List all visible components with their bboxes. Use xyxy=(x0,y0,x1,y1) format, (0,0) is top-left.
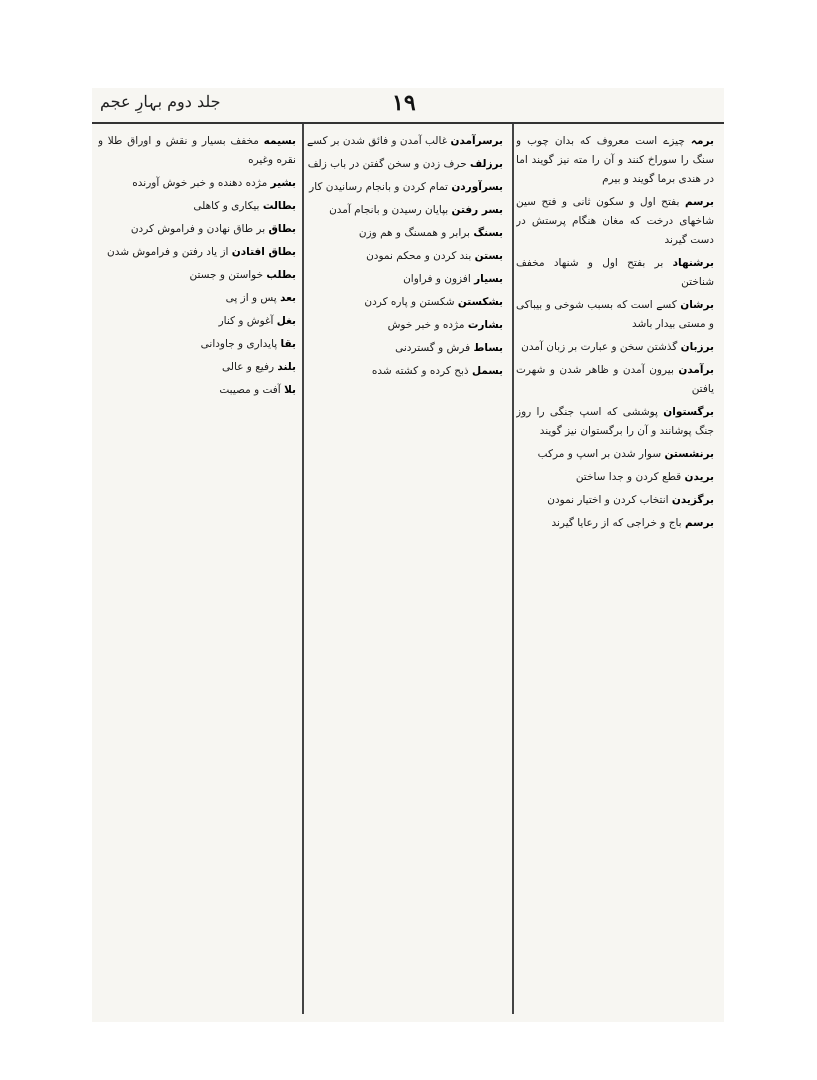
entry-definition: باج و خراجی که از رعایا گیرند xyxy=(551,517,682,529)
dictionary-entry xyxy=(516,403,714,441)
dictionary-entry xyxy=(98,312,296,331)
dictionary-entry xyxy=(98,358,296,377)
entry-definition: آغوش و کنار xyxy=(218,315,274,327)
dictionary-entry xyxy=(98,174,296,193)
entry-definition: ذبح کرده و کشته شده xyxy=(371,365,469,377)
entry-definition: بفتح اول و سکون ثانی و فتح سین شاخهای درخت که مغان هنگام پرستش در دست گیرند xyxy=(516,196,714,246)
entry-headword: برگستوان xyxy=(663,406,714,418)
entry-headword: بستن xyxy=(474,250,503,262)
dictionary-entry xyxy=(98,197,296,216)
entry-definition: رفیع و عالی xyxy=(222,361,275,373)
entry-headword: بسر رفتن xyxy=(451,204,503,216)
dictionary-entry xyxy=(98,220,296,239)
entry-definition: گذشتن سخن و عبارت بر زبان آمدن xyxy=(521,341,678,353)
dictionary-entry xyxy=(305,132,503,151)
entry-definition: از یاد رفتن و فراموش شدن xyxy=(107,246,229,258)
dictionary-entry xyxy=(516,445,714,464)
column-divider-left xyxy=(302,124,304,1014)
entry-definition: بند کردن و محکم نمودن xyxy=(366,250,472,262)
entry-definition: بر بفتح اول و شنهاد مخفف شناختن xyxy=(516,257,714,288)
entry-headword: برمہ xyxy=(690,135,714,147)
entry-headword: بغل xyxy=(276,315,296,327)
entry-definition: سوار شدن بر اسپ و مرکب xyxy=(537,448,662,460)
entry-definition: بیرون آمدن و ظاهر شدن و شهرت یافتن xyxy=(516,364,714,395)
entry-headword: برسم xyxy=(684,517,714,529)
entry-definition: قطع کردن و جدا ساختن xyxy=(575,471,682,483)
column-right xyxy=(516,132,714,1012)
dictionary-entry xyxy=(98,132,296,170)
entry-headword: بریدن xyxy=(684,471,714,483)
dictionary-entry xyxy=(305,316,503,335)
entry-headword: برزبان xyxy=(680,341,714,353)
column-divider-right xyxy=(512,124,514,1014)
entry-headword: بلا xyxy=(284,384,296,396)
entry-definition: چیزے است معروف که بدان چوب و سنگ را سوراخ کنند و آن را مته نیز گویند اما در هندی برما گویند و بیرم xyxy=(516,135,714,185)
dictionary-entry xyxy=(98,289,296,308)
entry-definition: مخفف بسیار و نقش و اوراق طلا و نقره وغیره xyxy=(98,135,296,166)
dictionary-entry xyxy=(516,193,714,250)
dictionary-entry xyxy=(305,201,503,220)
dictionary-entry xyxy=(516,514,714,533)
column-middle xyxy=(305,132,503,1012)
entry-definition: افزون و فراوان xyxy=(403,273,471,285)
entry-definition: مژده و خبر خوش xyxy=(387,319,465,331)
entry-headword: بلند xyxy=(277,361,296,373)
dictionary-entry xyxy=(516,491,714,510)
entry-headword: بسنگ xyxy=(473,227,503,239)
entry-headword: برنشستن xyxy=(664,448,714,460)
running-title: جلد دوم بہارِ عجم xyxy=(100,92,221,111)
dictionary-entry xyxy=(516,296,714,334)
entry-headword: بطاق افتادن xyxy=(231,246,296,258)
dictionary-entry xyxy=(305,155,503,174)
entry-definition: بپایان رسیدن و بانجام آمدن xyxy=(329,204,449,216)
dictionary-entry xyxy=(98,243,296,262)
entry-headword: بشکستن xyxy=(457,296,503,308)
entry-definition: آفت و مصیبت xyxy=(219,384,281,396)
entry-definition: تمام کردن و بانجام رسانیدن کار xyxy=(309,181,448,193)
dictionary-entry xyxy=(305,293,503,312)
dictionary-entry xyxy=(98,381,296,400)
dictionary-entry xyxy=(305,178,503,197)
dictionary-entry xyxy=(98,335,296,354)
entry-headword: بطاق xyxy=(268,223,296,235)
entry-definition: حرف زدن و سخن گفتن در باب زلف xyxy=(307,158,467,170)
dictionary-entry xyxy=(516,338,714,357)
entry-definition: مژده دهنده و خبر خوش آورنده xyxy=(132,177,268,189)
entry-definition: پوششی که اسپ جنگی را روز جنگ پوشانند و آن را برگستوان نیز گویند xyxy=(516,406,714,437)
page-header xyxy=(92,88,724,128)
entry-headword: برشنهاد xyxy=(672,257,714,269)
entry-definition: غالب آمدن و فائق شدن بر کسے xyxy=(306,135,448,147)
entry-definition: شکستن و پاره کردن xyxy=(364,296,455,308)
entry-headword: بشارت xyxy=(467,319,503,331)
entry-definition: برابر و همسنگ و هم وزن xyxy=(358,227,470,239)
dictionary-entry xyxy=(305,247,503,266)
entry-headword: برشان xyxy=(680,299,714,311)
entry-headword: بشیر xyxy=(270,177,296,189)
dictionary-entry xyxy=(305,270,503,289)
entry-headword: بطلب xyxy=(266,269,296,281)
entry-headword: بساط xyxy=(473,342,503,354)
dictionary-entry xyxy=(305,224,503,243)
entry-headword: بطالت xyxy=(262,200,296,212)
entry-headword: برزلف xyxy=(470,158,503,170)
entry-headword: بسرآوردن xyxy=(451,181,503,193)
dictionary-entry xyxy=(98,266,296,285)
entry-definition: فرش و گستردنی xyxy=(395,342,471,354)
header-rule xyxy=(92,122,724,124)
dictionary-entry xyxy=(516,132,714,189)
dictionary-entry xyxy=(516,254,714,292)
dictionary-entry xyxy=(305,339,503,358)
column-left xyxy=(98,132,296,1012)
entry-definition: انتخاب کردن و اختیار نمودن xyxy=(547,494,669,506)
entry-definition: بر طاق نهادن و فراموش کردن xyxy=(130,223,266,235)
page-number: ۱۹ xyxy=(392,90,416,116)
entry-headword: برسرآمدن xyxy=(450,135,503,147)
dictionary-entry xyxy=(516,361,714,399)
entry-headword: بعد xyxy=(280,292,296,304)
entry-headword: بقا xyxy=(280,338,296,350)
entry-headword: برسم xyxy=(684,196,714,208)
entry-definition: بیکاری و کاهلی xyxy=(193,200,260,212)
entry-definition: کسے است که بسبب شوخی و بیباکی و مستی بیدار باشد xyxy=(516,299,714,330)
entry-headword: بسیمه xyxy=(263,135,296,147)
entry-definition: پس و از پی xyxy=(225,292,277,304)
entry-headword: بسمل xyxy=(471,365,503,377)
entry-definition: پایداری و جاودانی xyxy=(200,338,278,350)
entry-headword: برگزیدن xyxy=(671,494,714,506)
entry-headword: بسیار xyxy=(474,273,503,285)
document-page xyxy=(92,88,724,1022)
entry-headword: برآمدن xyxy=(678,364,714,376)
dictionary-entry xyxy=(305,362,503,381)
entry-definition: خواستن و جستن xyxy=(189,269,264,281)
dictionary-entry xyxy=(516,468,714,487)
